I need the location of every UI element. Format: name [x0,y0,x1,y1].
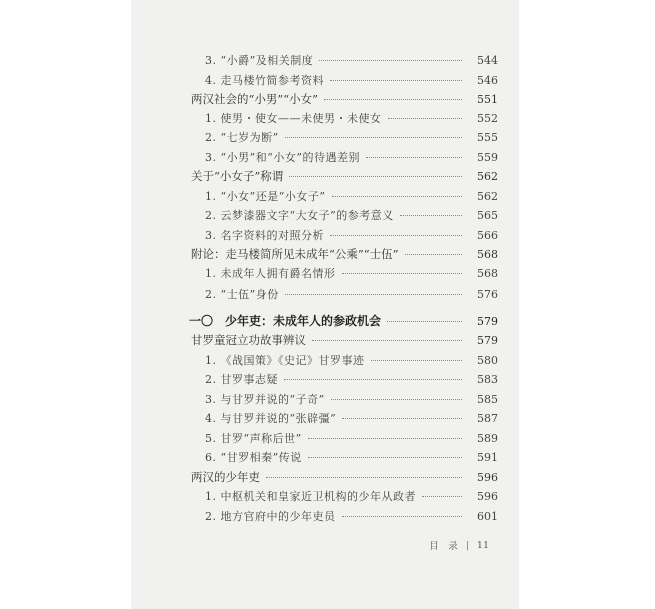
dot-leader [285,294,462,295]
dot-leader [331,399,462,400]
toc-page-number: 565 [477,209,498,223]
toc-page-number: 579 [477,334,498,347]
dot-leader [422,496,462,497]
toc-page-number: 566 [477,228,498,242]
toc-title: 3. “小男”和“小女”的待遇差别 [205,150,360,164]
toc-entry [131,110,519,126]
dot-leader [308,457,462,458]
dot-leader [324,99,462,100]
dot-leader [342,516,463,517]
dot-leader [400,215,462,216]
toc-section [131,168,519,184]
toc-title: 两汉的少年吏 [191,469,260,484]
toc-title: 两汉社会的“小男”“小女” [191,92,319,107]
toc-entry [131,430,519,446]
toc-page-number: 596 [477,470,498,484]
toc-entry [131,72,519,88]
dot-leader [342,273,463,274]
dot-leader [366,157,462,158]
toc-page-number: 601 [477,509,498,523]
toc-entry [131,391,519,407]
toc-title: 2. 地方官府中的少年吏员 [205,509,336,523]
dot-leader [342,418,462,419]
toc-entry [131,265,519,281]
page-number: 11 [476,539,489,551]
toc-entry [131,371,519,387]
toc-section [131,246,519,262]
dot-leader [284,379,462,380]
toc-section [131,332,519,348]
toc-title: 1. 未成年人拥有爵名情形 [205,267,336,281]
toc-title: 附论：走马楼简所见未成年“公乘”“士伍” [191,246,399,261]
toc-page-number: 580 [477,353,498,367]
toc-page-number: 585 [477,392,498,406]
dot-leader [319,60,462,61]
toc-page-number: 568 [477,267,498,281]
toc-page-number: 562 [477,189,498,203]
toc-page-number: 555 [477,131,498,145]
dot-leader [371,360,463,361]
toc-entry [131,286,519,302]
toc-entry [131,207,519,223]
dot-leader [266,477,462,478]
toc-section [131,469,519,485]
toc-page-number: 591 [477,451,498,465]
toc-title: 3. 与甘罗并说的“子奇” [205,392,325,406]
toc-entry [131,188,519,204]
dot-leader [388,118,463,119]
toc-title: 4. 与甘罗并说的“张辟彊” [205,412,337,426]
toc-entry [131,352,519,368]
toc-section [131,91,519,107]
dot-leader [405,254,462,255]
toc-page-number: 544 [477,54,498,68]
toc-page-number: 583 [477,373,498,387]
toc-page-number: 596 [477,490,498,504]
footer-separator: | [465,539,469,551]
toc-entry [131,508,519,524]
footer-label: 目 录 [429,541,458,552]
dot-leader [332,196,463,197]
toc-title: 2. 甘罗事志疑 [205,373,278,387]
toc-title: 4. 走马楼竹简参考资料 [205,73,324,87]
toc-page-number: 568 [477,247,498,261]
book-page [131,0,519,609]
toc-title: 1. 中枢机关和皇家近卫机构的少年从政者 [205,490,416,504]
toc-page-number: 562 [477,170,498,184]
toc-entry [131,488,519,504]
toc-page-number: 587 [477,412,498,426]
toc-title: 甘罗童冠立功故事辨议 [191,333,306,347]
toc-entry [131,410,519,426]
toc-entry [131,449,519,465]
toc-title: 1. 《战国策》《史记》甘罗事迹 [205,353,365,367]
dot-leader [330,80,462,81]
toc-title: 6. “甘罗相秦”传说 [205,451,302,465]
toc-title: 1. “小女”还是“小女子” [205,189,326,203]
table-of-contents [131,0,519,609]
toc-page-number: 589 [477,431,498,445]
toc-title: 3. “小爵”及相关制度 [205,54,314,68]
toc-entry [131,52,519,68]
toc-title: 3. 名字资料的对照分析 [205,228,324,242]
toc-entry [131,129,519,145]
toc-title: 2. “七岁为断” [205,131,279,145]
toc-page-number: 576 [477,287,498,301]
dot-leader [285,137,462,138]
toc-page-number: 552 [477,111,498,125]
toc-page-number: 551 [477,93,498,107]
toc-title: 2. “士伍”身份 [205,287,279,301]
toc-page-number: 579 [477,315,498,329]
toc-title: 5. 甘罗“声称后世” [205,431,302,445]
page-footer [131,538,519,552]
dot-leader [312,340,462,341]
dot-leader [387,321,462,322]
toc-entry [131,227,519,243]
dot-leader [289,176,462,177]
toc-title: 1. 使男・使女——未使男・未使女 [205,111,382,125]
dot-leader [308,438,462,439]
toc-title: 一〇 少年吏：未成年人的参政机会 [189,314,382,329]
dot-leader [330,235,462,236]
toc-entry [131,149,519,165]
toc-page-number: 559 [477,150,498,164]
toc-title: 2. 云梦漆器文字“大女子”的参考意义 [205,209,394,223]
toc-title: 关于“小女子”称谓 [191,169,284,184]
toc-chapter [131,312,519,329]
toc-page-number: 546 [477,73,498,87]
